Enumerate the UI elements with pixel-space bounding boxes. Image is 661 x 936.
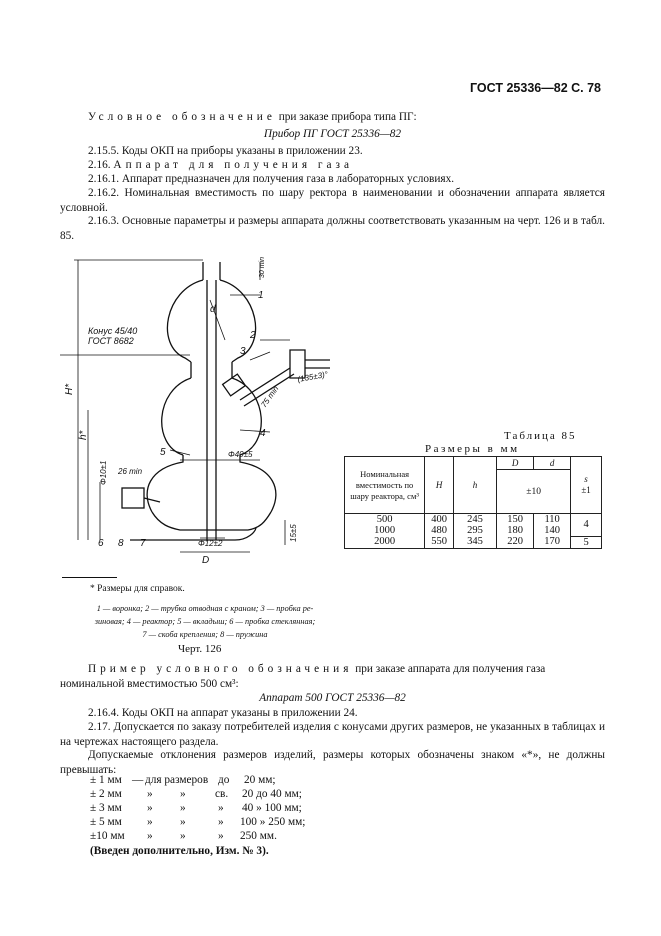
angle-label: (135±3)° <box>296 369 329 384</box>
footnote-rule <box>62 577 117 578</box>
clause-2-16-4: 2.16.4. Коды ОКП на аппарат указаны в приложении 24. <box>88 707 358 719</box>
dim-26-label: 26 min <box>118 467 143 476</box>
rubber-stopper <box>223 374 246 396</box>
base-curve <box>152 512 271 530</box>
row-500-d: 110 <box>534 514 571 526</box>
figure-caption: Черт. 126 <box>178 643 222 655</box>
row-500-v: 500 <box>345 514 425 526</box>
tol-row-1-dash: — <box>132 774 144 786</box>
table-caption: Таблица 85 <box>504 430 577 442</box>
clamp <box>144 498 160 502</box>
row-1000-v: 1000 <box>345 525 425 536</box>
row-1000-d: 140 <box>534 525 571 536</box>
dim-H-label: H* <box>64 383 75 395</box>
s-group-2: 5 <box>571 536 602 548</box>
tol-row-1-tol: ± 1 мм <box>90 774 122 786</box>
designation2-intro <box>60 662 605 691</box>
callout-3: 3 <box>240 346 246 357</box>
designation2-lead: Пример условного обозначения <box>88 663 353 675</box>
page-header: ГОСТ 25336—82 С. 78 <box>470 81 601 95</box>
legend-line-2: зиновая; 4 — реактор; 5 — вкладыш; 6 — пробка стеклянная; <box>94 617 316 626</box>
cone-label-2: ГОСТ 8682 <box>88 336 134 346</box>
tol-row-3-dash: » <box>147 802 153 814</box>
dim-30-label: 30 min <box>259 256 266 278</box>
col-s-label: s <box>584 474 588 484</box>
tol-row-5-for: » <box>180 830 186 842</box>
allowed-deviations: Допускаемые отклонения размеров изделий, размеры которых обозначены знаком «*», не должны превышать: <box>60 749 605 776</box>
s-group-1: 4 <box>571 514 602 537</box>
clause-2-15-5: 2.15.5. Коды ОКП на приборы указаны в приложении 23. <box>88 145 363 157</box>
row-1000-H: 480 <box>425 525 454 536</box>
row-2000-v: 2000 <box>345 536 425 548</box>
callout-7: 7 <box>140 538 146 549</box>
tol-row-5-range: 250 мм. <box>240 830 277 842</box>
designation-rest: при заказе прибора типа ПГ: <box>275 111 417 123</box>
dim-D-label: D <box>202 555 210 566</box>
callout-1: 1 <box>258 290 264 301</box>
designation-lead: Условное обозначение <box>88 111 276 123</box>
funnel-neck <box>203 262 220 280</box>
tol-row-4-for: » <box>180 816 186 828</box>
callout-8: 8 <box>118 538 124 549</box>
tol-row-1-range: 20 мм; <box>244 774 276 786</box>
callout-4: 4 <box>260 428 266 439</box>
tol-row-4-tol: ± 5 мм <box>90 816 122 828</box>
tol-row-4-cond: » <box>218 816 224 828</box>
row-2000-D: 220 <box>497 536 534 548</box>
dim-40-label: Φ40±5 <box>228 450 253 459</box>
row-2000-h: 345 <box>453 536 496 548</box>
col-nominal: Номинальная вместимость по шару реактора, см³ <box>345 457 425 514</box>
col-h: h <box>453 457 496 514</box>
leader-3 <box>250 352 270 360</box>
designation-intro <box>60 110 605 125</box>
row-2000-d: 170 <box>534 536 571 548</box>
callout-5: 5 <box>160 447 166 458</box>
tol-row-2-tol: ± 2 мм <box>90 788 122 800</box>
designation2-example: Аппарат 500 ГОСТ 25336—82 <box>259 692 406 704</box>
tol-row-2-dash: » <box>147 788 153 800</box>
col-s <box>571 457 602 514</box>
tol-row-4-range: 100 » 250 мм; <box>240 816 306 828</box>
clause-2-16-2: 2.16.2. Номинальная вместимость по шару ректора в наименовании и обозначении аппарата является условной. <box>60 187 605 214</box>
row-500-H: 400 <box>425 514 454 526</box>
row-500-D: 150 <box>497 514 534 526</box>
reactor-bulb <box>162 378 262 455</box>
row-1000-h: 295 <box>453 525 496 536</box>
tol-row-4-dash: » <box>147 816 153 828</box>
tol-row-3-range: 40 » 100 мм; <box>242 802 302 814</box>
tol-row-5-tol: ±10 мм <box>90 830 125 842</box>
col-s-tol: ±1 <box>581 485 591 495</box>
table-subcaption: Размеры в мм <box>425 443 520 455</box>
inner-tube <box>207 280 216 540</box>
dim-d-label: d <box>210 304 216 315</box>
clause-2-16-heading: Аппарат для получения газа <box>113 159 353 171</box>
clause-2-16-1: 2.16.1. Аппарат предназначен для получения газа в лабораторных условиях. <box>88 173 455 185</box>
lower-vessel <box>147 455 276 512</box>
tol-row-1-cond: до <box>218 774 230 786</box>
dim-12-label: Φ12±2 <box>198 539 223 548</box>
designation2-rest: при заказе аппарата для получения газа номинальной вместимостью 500 см³: <box>60 663 546 690</box>
dim-15-label: 15±5 <box>289 524 298 542</box>
tol-row-2-range: 20 до 40 мм; <box>242 788 302 800</box>
tol-row-5-cond: » <box>218 830 224 842</box>
row-2000-H: 550 <box>425 536 454 548</box>
tol-row-2-for: » <box>180 788 186 800</box>
stopcock-tube <box>305 360 330 368</box>
clause-2-16-num: 2.16. <box>88 159 111 171</box>
callout-6: 6 <box>98 538 104 549</box>
tol-row-3-cond: » <box>218 802 224 814</box>
col-H: H <box>425 457 454 514</box>
apparatus-drawing <box>60 250 350 575</box>
cone-neck <box>191 362 232 378</box>
clause-2-16-3: 2.16.3. Основные параметры и размеры аппарата должны соответствовать указанным на черт. 126 и в табл. 85. <box>60 215 605 242</box>
glass-stopper <box>122 488 144 508</box>
row-1000-D: 180 <box>497 525 534 536</box>
legend-line-1: 1 — воронка; 2 — трубка отводная с краном; 3 — пробка ре- <box>96 604 314 613</box>
dim-h-label: h* <box>78 430 89 440</box>
tol-row-3-for: » <box>180 802 186 814</box>
legend-line-3: 7 — скоба крепления; 8 — пружина <box>142 630 268 639</box>
cone-label-1: Конус 45/40 <box>88 326 138 336</box>
tol-Dd: ±10 <box>497 470 571 514</box>
col-D: D <box>497 457 534 470</box>
designation-example: Прибор ПГ ГОСТ 25336—82 <box>263 128 402 140</box>
tol-row-3-tol: ± 3 мм <box>90 802 122 814</box>
table-85 <box>344 456 602 549</box>
callout-2: 2 <box>250 330 256 341</box>
row-500-h: 245 <box>453 514 496 526</box>
dim-75-label: 75 min <box>259 384 281 410</box>
tol-row-1-for: для размеров <box>145 774 209 786</box>
clause-2-16-title <box>60 158 605 173</box>
amendment-note: (Введен дополнительно, Изм. № 3). <box>90 845 269 857</box>
col-d: d <box>534 457 571 470</box>
tol-row-5-dash: » <box>147 830 153 842</box>
footnote: * Размеры для справок. <box>90 584 185 594</box>
tol-row-2-cond: св. <box>215 788 229 800</box>
clause-2-17: 2.17. Допускается по заказу потребителей изделия с конусами других размеров, не указанных в таблицах и на чертежах настоящего раздела. <box>60 721 605 748</box>
dim-10-label: Φ10±1 <box>99 460 108 485</box>
